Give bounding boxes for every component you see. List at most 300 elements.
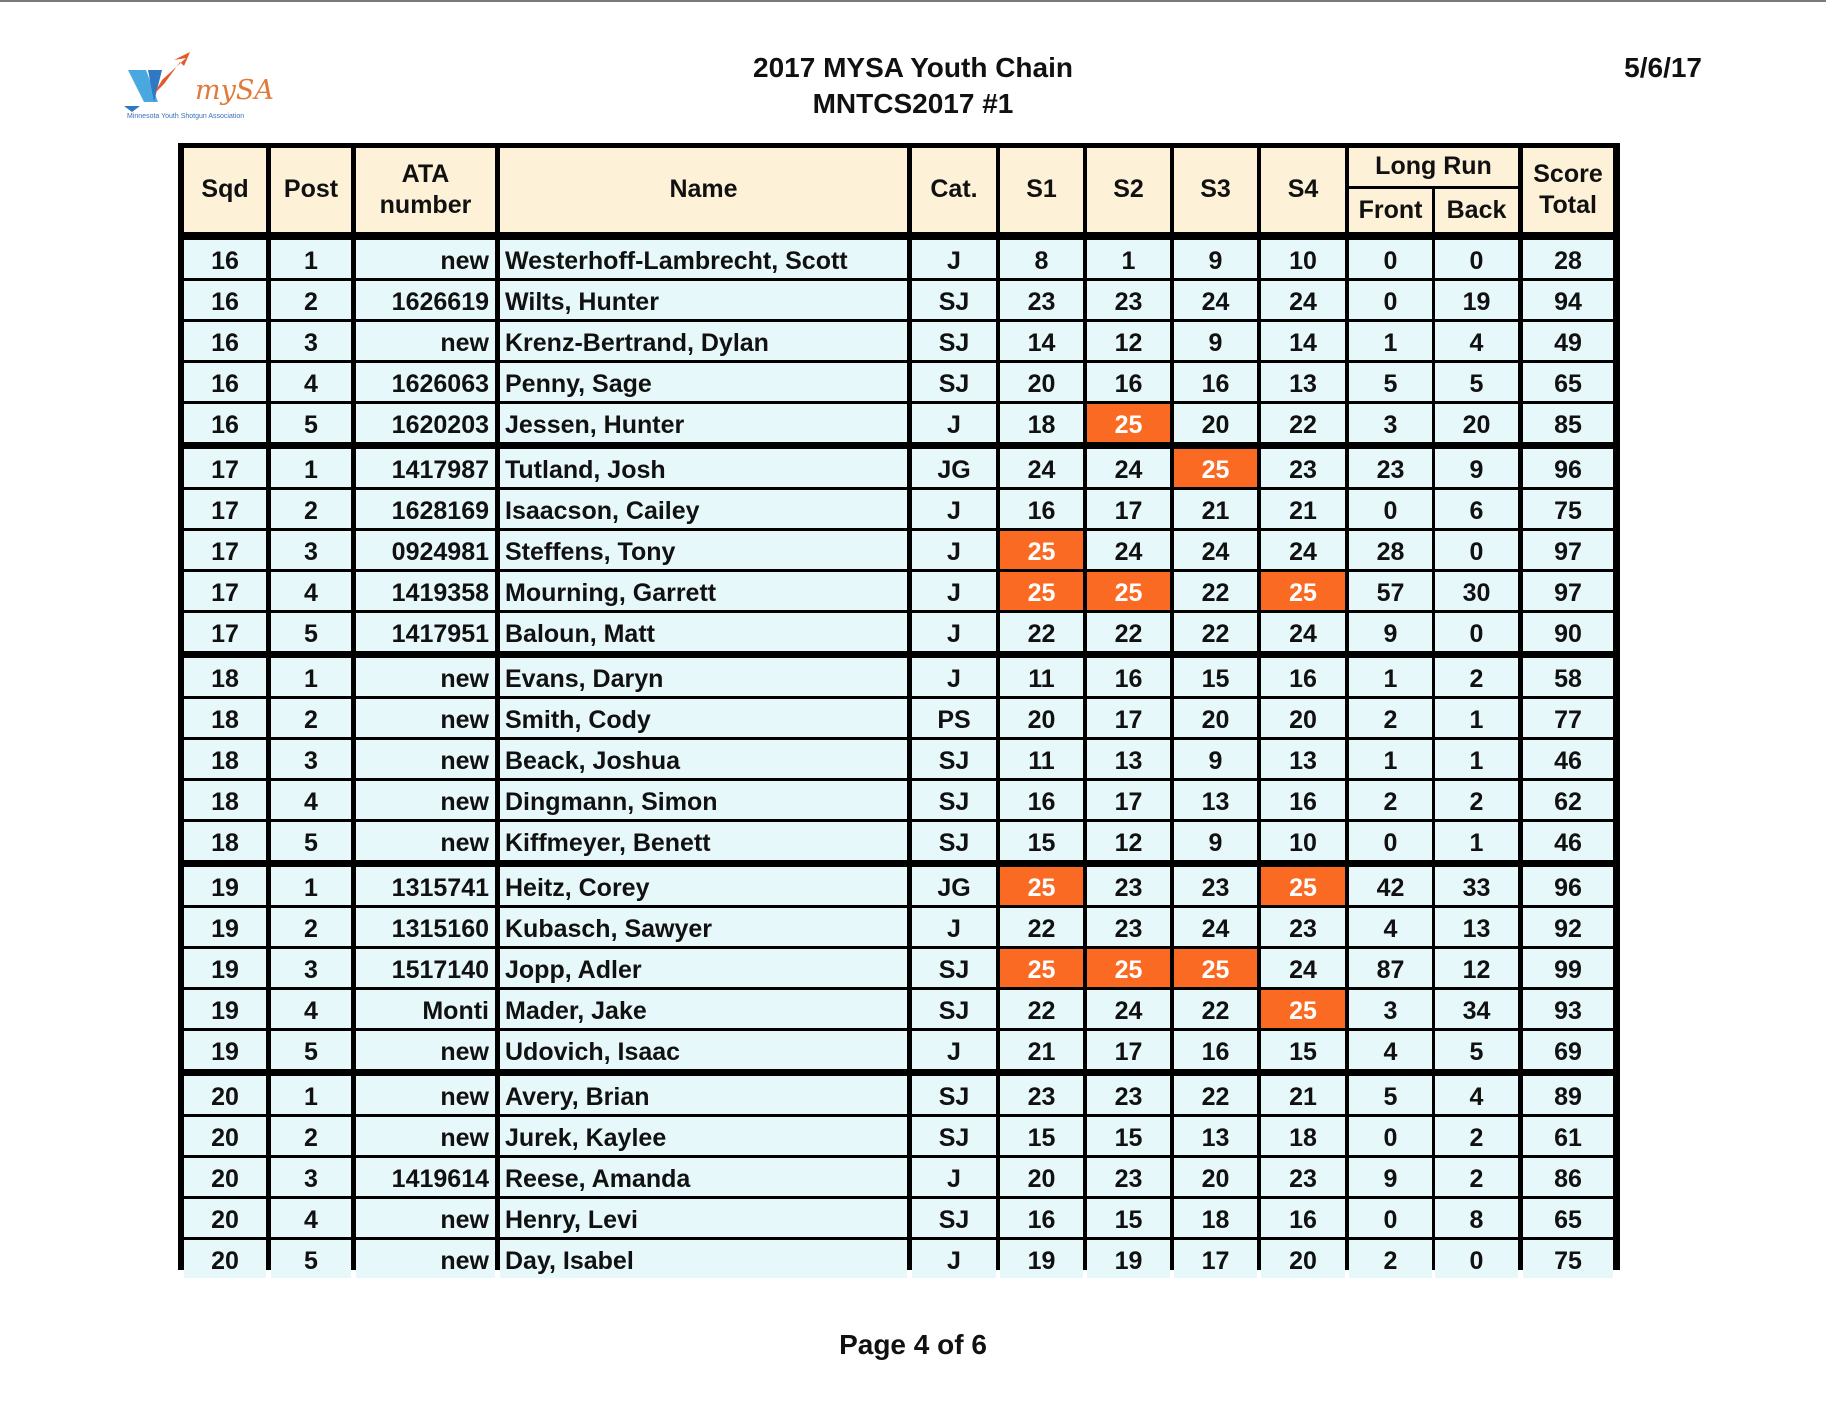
event-subtitle: MNTCS2017 #1 — [812, 88, 1014, 119]
cell-name: Mader, Jake — [500, 990, 907, 1028]
cell-s4: 24 — [1261, 613, 1345, 651]
cell-s4: 24 — [1261, 949, 1345, 987]
cell-total: 62 — [1523, 781, 1613, 819]
cell-name: Isaacson, Cailey — [500, 490, 907, 528]
cell-s1: 16 — [1000, 1199, 1083, 1237]
cell-ata: new — [356, 1199, 495, 1237]
cell-s4: 14 — [1261, 322, 1345, 360]
col-header-s4: S4 — [1261, 148, 1345, 232]
cell-total: 94 — [1523, 281, 1613, 319]
cell-name: Steffens, Tony — [500, 531, 907, 569]
cell-post: 3 — [271, 949, 351, 987]
cell-ata: 1626619 — [356, 281, 495, 319]
cell-s1: 23 — [1000, 281, 1083, 319]
cell-s4: 22 — [1261, 404, 1345, 442]
cell-front: 0 — [1349, 240, 1432, 278]
logo-wordmark: mySA — [195, 75, 274, 106]
cell-s4: 10 — [1261, 822, 1345, 860]
cell-ata: new — [356, 240, 495, 278]
cell-total: 89 — [1523, 1076, 1613, 1114]
cell-s3: 13 — [1174, 781, 1257, 819]
cell-total: 96 — [1523, 867, 1613, 905]
cell-ata: new — [356, 658, 495, 696]
cell-sqd: 20 — [184, 1076, 266, 1114]
cell-back: 20 — [1435, 404, 1518, 442]
cell-ata: 1626063 — [356, 363, 495, 401]
cell-s2: 24 — [1087, 990, 1170, 1028]
cell-sqd: 18 — [184, 740, 266, 778]
cell-back: 34 — [1435, 990, 1518, 1028]
cell-s3: 20 — [1174, 1158, 1257, 1196]
cell-front: 4 — [1349, 1031, 1432, 1069]
cell-s1: 23 — [1000, 1076, 1083, 1114]
cell-back: 33 — [1435, 867, 1518, 905]
logo-subtitle: Minnesota Youth Shotgun Association — [127, 113, 245, 120]
cell-back: 1 — [1435, 699, 1518, 737]
cell-front: 0 — [1349, 1199, 1432, 1237]
cell-front: 3 — [1349, 404, 1432, 442]
cell-s2: 13 — [1087, 740, 1170, 778]
cell-front: 23 — [1349, 449, 1432, 487]
cell-back: 19 — [1435, 281, 1518, 319]
cell-cat: J — [912, 1031, 996, 1069]
cell-name: Evans, Daryn — [500, 658, 907, 696]
cell-cat: SJ — [912, 322, 996, 360]
cell-cat: SJ — [912, 1199, 996, 1237]
cell-name: Mourning, Garrett — [500, 572, 907, 610]
cell-post: 5 — [271, 1240, 351, 1278]
cell-s1: 25 — [1000, 531, 1083, 569]
cell-cat: JG — [912, 867, 996, 905]
cell-s2: 17 — [1087, 490, 1170, 528]
cell-total: 96 — [1523, 449, 1613, 487]
cell-front: 0 — [1349, 281, 1432, 319]
cell-name: Smith, Cody — [500, 699, 907, 737]
cell-ata: new — [356, 1117, 495, 1155]
cell-s3: 18 — [1174, 1199, 1257, 1237]
cell-s3: 16 — [1174, 1031, 1257, 1069]
cell-total: 28 — [1523, 240, 1613, 278]
cell-back: 30 — [1435, 572, 1518, 610]
cell-back: 2 — [1435, 658, 1518, 696]
cell-name: Kiffmeyer, Benett — [500, 822, 907, 860]
cell-s1: 22 — [1000, 908, 1083, 946]
cell-ata: 1315160 — [356, 908, 495, 946]
cell-name: Henry, Levi — [500, 1199, 907, 1237]
cell-back: 4 — [1435, 322, 1518, 360]
col-header-ata-line2: number — [379, 191, 472, 219]
cell-front: 87 — [1349, 949, 1432, 987]
cell-back: 5 — [1435, 1031, 1518, 1069]
cell-total: 92 — [1523, 908, 1613, 946]
cell-post: 4 — [271, 363, 351, 401]
cell-front: 28 — [1349, 531, 1432, 569]
cell-back: 0 — [1435, 613, 1518, 651]
cell-name: Baloun, Matt — [500, 613, 907, 651]
cell-s4: 25 — [1261, 572, 1345, 610]
cell-front: 9 — [1349, 1158, 1432, 1196]
col-header-score-line2: Total — [1539, 191, 1597, 219]
cell-sqd: 20 — [184, 1199, 266, 1237]
cell-s4: 24 — [1261, 281, 1345, 319]
cell-s2: 23 — [1087, 908, 1170, 946]
cell-name: Udovich, Isaac — [500, 1031, 907, 1069]
cell-s2: 17 — [1087, 1031, 1170, 1069]
cell-front: 1 — [1349, 740, 1432, 778]
cell-post: 2 — [271, 699, 351, 737]
cell-s2: 17 — [1087, 699, 1170, 737]
cell-s2: 24 — [1087, 531, 1170, 569]
cell-post: 2 — [271, 490, 351, 528]
cell-s4: 16 — [1261, 1199, 1345, 1237]
cell-cat: J — [912, 908, 996, 946]
cell-front: 0 — [1349, 822, 1432, 860]
cell-sqd: 16 — [184, 240, 266, 278]
cell-sqd: 17 — [184, 449, 266, 487]
cell-s3: 23 — [1174, 867, 1257, 905]
cell-ata: 1419358 — [356, 572, 495, 610]
cell-s3: 20 — [1174, 699, 1257, 737]
cell-total: 86 — [1523, 1158, 1613, 1196]
cell-s2: 23 — [1087, 1158, 1170, 1196]
cell-cat: J — [912, 613, 996, 651]
cell-cat: SJ — [912, 281, 996, 319]
cell-front: 1 — [1349, 322, 1432, 360]
cell-sqd: 19 — [184, 1031, 266, 1069]
cell-name: Jopp, Adler — [500, 949, 907, 987]
cell-front: 2 — [1349, 699, 1432, 737]
cell-post: 1 — [271, 867, 351, 905]
cell-s4: 21 — [1261, 1076, 1345, 1114]
cell-s4: 25 — [1261, 990, 1345, 1028]
cell-s3: 25 — [1174, 449, 1257, 487]
cell-s3: 9 — [1174, 740, 1257, 778]
cell-s4: 25 — [1261, 867, 1345, 905]
cell-s4: 18 — [1261, 1117, 1345, 1155]
cell-total: 75 — [1523, 490, 1613, 528]
cell-cat: SJ — [912, 740, 996, 778]
cell-post: 4 — [271, 1199, 351, 1237]
cell-s4: 21 — [1261, 490, 1345, 528]
cell-s1: 22 — [1000, 613, 1083, 651]
cell-sqd: 18 — [184, 822, 266, 860]
col-header-sqd: Sqd — [184, 148, 266, 232]
cell-ata: 1419614 — [356, 1158, 495, 1196]
cell-sqd: 16 — [184, 363, 266, 401]
cell-s1: 15 — [1000, 822, 1083, 860]
cell-s2: 19 — [1087, 1240, 1170, 1278]
cell-cat: SJ — [912, 949, 996, 987]
cell-total: 85 — [1523, 404, 1613, 442]
cell-s3: 9 — [1174, 322, 1257, 360]
cell-ata: new — [356, 322, 495, 360]
cell-sqd: 16 — [184, 322, 266, 360]
cell-s3: 9 — [1174, 240, 1257, 278]
cell-sqd: 19 — [184, 867, 266, 905]
cell-total: 99 — [1523, 949, 1613, 987]
cell-s1: 20 — [1000, 699, 1083, 737]
cell-s3: 22 — [1174, 1076, 1257, 1114]
cell-s1: 16 — [1000, 490, 1083, 528]
cell-s4: 13 — [1261, 740, 1345, 778]
cell-post: 1 — [271, 658, 351, 696]
cell-post: 5 — [271, 822, 351, 860]
cell-s1: 20 — [1000, 1158, 1083, 1196]
results-table — [178, 143, 1620, 1275]
cell-name: Krenz-Bertrand, Dylan — [500, 322, 907, 360]
col-header-cat: Cat. — [912, 148, 996, 232]
cell-s3: 22 — [1174, 572, 1257, 610]
cell-s4: 23 — [1261, 1158, 1345, 1196]
cell-cat: J — [912, 531, 996, 569]
cell-cat: SJ — [912, 363, 996, 401]
cell-s2: 17 — [1087, 781, 1170, 819]
cell-s2: 23 — [1087, 867, 1170, 905]
cell-cat: J — [912, 572, 996, 610]
cell-front: 9 — [1349, 613, 1432, 651]
cell-total: 77 — [1523, 699, 1613, 737]
cell-s1: 8 — [1000, 240, 1083, 278]
col-header-ata-line1: ATA — [401, 159, 450, 188]
cell-s3: 20 — [1174, 404, 1257, 442]
cell-total: 49 — [1523, 322, 1613, 360]
cell-name: Kubasch, Sawyer — [500, 908, 907, 946]
cell-front: 1 — [1349, 658, 1432, 696]
cell-name: Avery, Brian — [500, 1076, 907, 1114]
report-title: 2017 MYSA Youth Chain — [753, 52, 1073, 83]
cell-total: 97 — [1523, 531, 1613, 569]
cell-s3: 15 — [1174, 658, 1257, 696]
cell-name: Penny, Sage — [500, 363, 907, 401]
cell-s1: 19 — [1000, 1240, 1083, 1278]
cell-ata: new — [356, 1240, 495, 1278]
cell-total: 46 — [1523, 822, 1613, 860]
cell-name: Wilts, Hunter — [500, 281, 907, 319]
cell-sqd: 17 — [184, 613, 266, 651]
cell-sqd: 16 — [184, 281, 266, 319]
cell-s1: 22 — [1000, 990, 1083, 1028]
cell-sqd: 20 — [184, 1117, 266, 1155]
cell-post: 3 — [271, 1158, 351, 1196]
cell-s2: 15 — [1087, 1117, 1170, 1155]
cell-s2: 25 — [1087, 572, 1170, 610]
cell-front: 57 — [1349, 572, 1432, 610]
cell-front: 5 — [1349, 1076, 1432, 1114]
cell-sqd: 18 — [184, 699, 266, 737]
cell-total: 58 — [1523, 658, 1613, 696]
cell-total: 90 — [1523, 613, 1613, 651]
report-date: 5/6/17 — [1624, 52, 1702, 83]
col-header-front: Front — [1349, 189, 1432, 232]
cell-s4: 15 — [1261, 1031, 1345, 1069]
cell-front: 4 — [1349, 908, 1432, 946]
cell-ata: 1620203 — [356, 404, 495, 442]
cell-sqd: 17 — [184, 572, 266, 610]
cell-ata: new — [356, 1076, 495, 1114]
cell-s4: 16 — [1261, 658, 1345, 696]
cell-post: 3 — [271, 740, 351, 778]
cell-back: 1 — [1435, 740, 1518, 778]
cell-s2: 25 — [1087, 949, 1170, 987]
cell-cat: JG — [912, 449, 996, 487]
cell-s2: 16 — [1087, 658, 1170, 696]
cell-total: 61 — [1523, 1117, 1613, 1155]
cell-sqd: 18 — [184, 658, 266, 696]
cell-s3: 17 — [1174, 1240, 1257, 1278]
cell-post: 2 — [271, 908, 351, 946]
col-header-name: Name — [500, 148, 907, 232]
cell-post: 4 — [271, 990, 351, 1028]
cell-s1: 25 — [1000, 949, 1083, 987]
cell-s2: 12 — [1087, 822, 1170, 860]
cell-s1: 11 — [1000, 658, 1083, 696]
cell-post: 2 — [271, 1117, 351, 1155]
col-header-s3: S3 — [1174, 148, 1257, 232]
cell-s1: 14 — [1000, 322, 1083, 360]
cell-ata: 1417951 — [356, 613, 495, 651]
cell-name: Dingmann, Simon — [500, 781, 907, 819]
cell-cat: PS — [912, 699, 996, 737]
cell-sqd: 20 — [184, 1240, 266, 1278]
cell-s3: 9 — [1174, 822, 1257, 860]
cell-post: 5 — [271, 404, 351, 442]
cell-s3: 24 — [1174, 531, 1257, 569]
col-header-s2: S2 — [1087, 148, 1170, 232]
cell-post: 5 — [271, 1031, 351, 1069]
cell-cat: J — [912, 404, 996, 442]
cell-s2: 23 — [1087, 281, 1170, 319]
cell-ata: new — [356, 781, 495, 819]
cell-name: Beack, Joshua — [500, 740, 907, 778]
cell-back: 2 — [1435, 1158, 1518, 1196]
cell-ata: 1628169 — [356, 490, 495, 528]
cell-s2: 24 — [1087, 449, 1170, 487]
page-number: Page 4 of 6 — [839, 1329, 987, 1360]
page-top-rule — [0, 0, 1826, 2]
cell-front: 2 — [1349, 1240, 1432, 1278]
cell-s2: 25 — [1087, 404, 1170, 442]
cell-cat: SJ — [912, 781, 996, 819]
cell-name: Day, Isabel — [500, 1240, 907, 1278]
cell-s2: 16 — [1087, 363, 1170, 401]
cell-s4: 24 — [1261, 531, 1345, 569]
cell-name: Heitz, Corey — [500, 867, 907, 905]
cell-cat: J — [912, 1158, 996, 1196]
cell-s1: 24 — [1000, 449, 1083, 487]
cell-cat: SJ — [912, 1076, 996, 1114]
cell-back: 2 — [1435, 1117, 1518, 1155]
cell-s1: 25 — [1000, 572, 1083, 610]
cell-sqd: 18 — [184, 781, 266, 819]
cell-front: 2 — [1349, 781, 1432, 819]
cell-s2: 23 — [1087, 1076, 1170, 1114]
cell-name: Jurek, Kaylee — [500, 1117, 907, 1155]
cell-sqd: 17 — [184, 490, 266, 528]
cell-back: 6 — [1435, 490, 1518, 528]
cell-s3: 16 — [1174, 363, 1257, 401]
cell-total: 69 — [1523, 1031, 1613, 1069]
cell-s2: 1 — [1087, 240, 1170, 278]
cell-sqd: 19 — [184, 990, 266, 1028]
cell-name: Tutland, Josh — [500, 449, 907, 487]
cell-s4: 23 — [1261, 449, 1345, 487]
cell-s1: 11 — [1000, 740, 1083, 778]
cell-total: 65 — [1523, 1199, 1613, 1237]
cell-s4: 20 — [1261, 699, 1345, 737]
cell-name: Reese, Amanda — [500, 1158, 907, 1196]
cell-s3: 24 — [1174, 908, 1257, 946]
cell-sqd: 17 — [184, 531, 266, 569]
cell-back: 8 — [1435, 1199, 1518, 1237]
cell-sqd: 19 — [184, 908, 266, 946]
cell-ata: 1315741 — [356, 867, 495, 905]
cell-front: 0 — [1349, 490, 1432, 528]
col-header-s1: S1 — [1000, 148, 1083, 232]
cell-s4: 16 — [1261, 781, 1345, 819]
cell-ata: new — [356, 699, 495, 737]
cell-s4: 23 — [1261, 908, 1345, 946]
cell-front: 5 — [1349, 363, 1432, 401]
cell-back: 2 — [1435, 781, 1518, 819]
cell-s1: 18 — [1000, 404, 1083, 442]
cell-ata: new — [356, 822, 495, 860]
cell-total: 97 — [1523, 572, 1613, 610]
cell-cat: J — [912, 658, 996, 696]
cell-back: 13 — [1435, 908, 1518, 946]
cell-front: 42 — [1349, 867, 1432, 905]
cell-s4: 13 — [1261, 363, 1345, 401]
cell-back: 9 — [1435, 449, 1518, 487]
cell-s3: 13 — [1174, 1117, 1257, 1155]
cell-back: 0 — [1435, 240, 1518, 278]
cell-s3: 22 — [1174, 990, 1257, 1028]
cell-total: 93 — [1523, 990, 1613, 1028]
col-header-score-total — [1523, 148, 1613, 232]
col-header-long-run: Long Run — [1349, 148, 1518, 186]
cell-s2: 22 — [1087, 613, 1170, 651]
cell-ata: 0924981 — [356, 531, 495, 569]
cell-s4: 20 — [1261, 1240, 1345, 1278]
cell-s3: 21 — [1174, 490, 1257, 528]
col-header-ata — [356, 148, 495, 232]
cell-s3: 25 — [1174, 949, 1257, 987]
cell-s2: 12 — [1087, 322, 1170, 360]
cell-s1: 21 — [1000, 1031, 1083, 1069]
cell-ata: 1417987 — [356, 449, 495, 487]
cell-s1: 16 — [1000, 781, 1083, 819]
cell-post: 5 — [271, 613, 351, 651]
cell-s1: 25 — [1000, 867, 1083, 905]
cell-total: 75 — [1523, 1240, 1613, 1278]
cell-post: 1 — [271, 1076, 351, 1114]
cell-s4: 10 — [1261, 240, 1345, 278]
cell-back: 0 — [1435, 1240, 1518, 1278]
cell-s3: 22 — [1174, 613, 1257, 651]
cell-cat: SJ — [912, 990, 996, 1028]
col-header-post: Post — [271, 148, 351, 232]
cell-sqd: 20 — [184, 1158, 266, 1196]
cell-name: Westerhoff-Lambrecht, Scott — [500, 240, 907, 278]
cell-ata: Monti — [356, 990, 495, 1028]
cell-cat: SJ — [912, 1117, 996, 1155]
cell-s3: 24 — [1174, 281, 1257, 319]
cell-s2: 15 — [1087, 1199, 1170, 1237]
cell-ata: 1517140 — [356, 949, 495, 987]
cell-post: 1 — [271, 449, 351, 487]
cell-cat: SJ — [912, 822, 996, 860]
cell-post: 3 — [271, 531, 351, 569]
cell-sqd: 16 — [184, 404, 266, 442]
